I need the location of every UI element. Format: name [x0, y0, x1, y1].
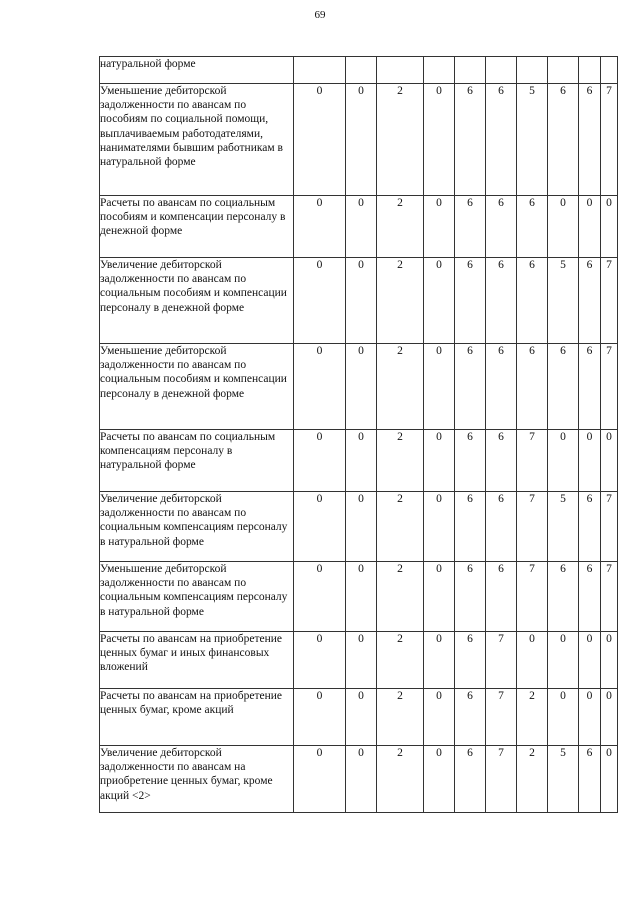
- code-digit: 6: [579, 344, 601, 430]
- row-label: Уменьшение дебиторской задолженности по авансам по пособиям по социальной помощи, выплачиваемым работодателями, нанимателями бывшим работникам в натуральной форме: [100, 84, 294, 196]
- table-row: [100, 562, 618, 632]
- code-digit: 0: [294, 258, 346, 344]
- code-digit: 7: [601, 492, 618, 562]
- code-digit: 0: [346, 689, 377, 746]
- code-digit: 2: [377, 492, 424, 562]
- code-digit: 0: [346, 84, 377, 196]
- code-digit: [455, 57, 486, 84]
- code-digit: 0: [548, 632, 579, 689]
- code-digit: 0: [601, 632, 618, 689]
- code-digit: 0: [346, 196, 377, 258]
- code-digit: 7: [517, 492, 548, 562]
- code-digit: 2: [377, 344, 424, 430]
- code-digit: [548, 57, 579, 84]
- code-digit: 0: [424, 84, 455, 196]
- code-digit: 6: [579, 746, 601, 813]
- code-digit: 0: [424, 430, 455, 492]
- code-digit: 0: [548, 430, 579, 492]
- page-number: 69: [314, 9, 326, 21]
- code-digit: 6: [579, 258, 601, 344]
- code-digit: 6: [486, 492, 517, 562]
- code-digit: 6: [486, 562, 517, 632]
- code-digit: 0: [424, 492, 455, 562]
- code-digit: 0: [294, 746, 346, 813]
- row-label: Увеличение дебиторской задолженности по авансам по социальным компенсациям персоналу в натуральной форме: [100, 492, 294, 562]
- code-digit: 2: [377, 746, 424, 813]
- code-digit: 0: [294, 344, 346, 430]
- table-row: [100, 84, 618, 196]
- code-digit: 6: [486, 258, 517, 344]
- row-label: Увеличение дебиторской задолженности по авансам по социальным пособиям и компенсации персоналу в денежной форме: [100, 258, 294, 344]
- table-row: [100, 632, 618, 689]
- code-digit: 6: [455, 562, 486, 632]
- code-digit: 2: [377, 689, 424, 746]
- code-digit: 2: [377, 562, 424, 632]
- code-digit: 6: [455, 258, 486, 344]
- account-codes-table: [99, 56, 618, 813]
- code-digit: 5: [517, 84, 548, 196]
- code-digit: 6: [548, 562, 579, 632]
- row-label: Уменьшение дебиторской задолженности по авансам по социальным пособиям и компенсации персоналу в денежной форме: [100, 344, 294, 430]
- code-digit: 6: [548, 344, 579, 430]
- code-digit: 6: [455, 689, 486, 746]
- code-digit: 0: [346, 430, 377, 492]
- code-digit: 6: [517, 196, 548, 258]
- code-digit: 0: [601, 196, 618, 258]
- code-digit: 6: [517, 344, 548, 430]
- code-digit: 7: [601, 344, 618, 430]
- row-label: натуральной форме: [100, 57, 294, 84]
- code-digit: 2: [517, 746, 548, 813]
- code-digit: 6: [455, 196, 486, 258]
- code-digit: 0: [601, 689, 618, 746]
- code-digit: 0: [346, 562, 377, 632]
- code-digit: 0: [424, 746, 455, 813]
- code-digit: 2: [377, 196, 424, 258]
- table-row: [100, 492, 618, 562]
- code-digit: 0: [346, 746, 377, 813]
- code-digit: 6: [486, 196, 517, 258]
- code-digit: 0: [424, 344, 455, 430]
- code-digit: 0: [294, 84, 346, 196]
- code-digit: 2: [377, 430, 424, 492]
- code-digit: 6: [579, 492, 601, 562]
- table-row: [100, 57, 618, 84]
- code-digit: 0: [424, 258, 455, 344]
- code-digit: 7: [601, 562, 618, 632]
- row-label: Расчеты по авансам по социальным компенсациям персоналу в натуральной форме: [100, 430, 294, 492]
- code-digit: 0: [424, 689, 455, 746]
- code-digit: 6: [455, 430, 486, 492]
- code-digit: 6: [579, 84, 601, 196]
- code-digit: 6: [486, 430, 517, 492]
- code-digit: 0: [548, 196, 579, 258]
- code-digit: 2: [377, 632, 424, 689]
- code-digit: 7: [601, 84, 618, 196]
- code-digit: 5: [548, 746, 579, 813]
- code-digit: [517, 57, 548, 84]
- code-digit: 7: [486, 632, 517, 689]
- code-digit: 0: [548, 689, 579, 746]
- code-digit: [424, 57, 455, 84]
- code-digit: [579, 57, 601, 84]
- table-row: [100, 746, 618, 813]
- code-digit: [294, 57, 346, 84]
- code-digit: 0: [294, 430, 346, 492]
- code-digit: 0: [346, 258, 377, 344]
- table-row: [100, 344, 618, 430]
- code-digit: 7: [486, 689, 517, 746]
- code-digit: 7: [517, 562, 548, 632]
- code-digit: 0: [294, 562, 346, 632]
- code-digit: [601, 57, 618, 84]
- row-label: Увеличение дебиторской задолженности по авансам на приобретение ценных бумаг, кроме акций <2>: [100, 746, 294, 813]
- code-digit: 6: [455, 492, 486, 562]
- code-digit: 6: [486, 84, 517, 196]
- code-digit: 0: [294, 196, 346, 258]
- code-digit: 0: [601, 746, 618, 813]
- code-digit: 7: [517, 430, 548, 492]
- code-digit: 0: [601, 430, 618, 492]
- code-digit: 6: [548, 84, 579, 196]
- code-digit: 6: [486, 344, 517, 430]
- table-body: [100, 57, 618, 813]
- code-digit: 0: [424, 196, 455, 258]
- table-row: [100, 258, 618, 344]
- code-digit: [486, 57, 517, 84]
- code-digit: 2: [517, 689, 548, 746]
- code-digit: 7: [486, 746, 517, 813]
- code-digit: 2: [377, 84, 424, 196]
- code-digit: 0: [579, 430, 601, 492]
- code-digit: 0: [424, 632, 455, 689]
- row-label: Расчеты по авансам на приобретение ценных бумаг, кроме акций: [100, 689, 294, 746]
- code-digit: [377, 57, 424, 84]
- row-label: Расчеты по авансам по социальным пособиям и компенсации персоналу в денежной форме: [100, 196, 294, 258]
- code-digit: 0: [294, 632, 346, 689]
- code-digit: 0: [579, 689, 601, 746]
- code-digit: 6: [517, 258, 548, 344]
- code-digit: 5: [548, 258, 579, 344]
- code-digit: 0: [424, 562, 455, 632]
- code-digit: 0: [346, 632, 377, 689]
- row-label: Расчеты по авансам на приобретение ценных бумаг и иных финансовых вложений: [100, 632, 294, 689]
- code-digit: 6: [455, 344, 486, 430]
- row-label: Уменьшение дебиторской задолженности по авансам по социальным компенсациям персоналу в натуральной форме: [100, 562, 294, 632]
- code-digit: 0: [346, 344, 377, 430]
- code-digit: 0: [579, 632, 601, 689]
- code-digit: 0: [579, 196, 601, 258]
- code-digit: 6: [455, 746, 486, 813]
- code-digit: 6: [579, 562, 601, 632]
- table-row: [100, 430, 618, 492]
- code-digit: 0: [346, 492, 377, 562]
- code-digit: 0: [517, 632, 548, 689]
- code-digit: 6: [455, 632, 486, 689]
- code-digit: 5: [548, 492, 579, 562]
- table-row: [100, 196, 618, 258]
- code-digit: [346, 57, 377, 84]
- code-digit: 6: [455, 84, 486, 196]
- code-digit: 7: [601, 258, 618, 344]
- code-digit: 2: [377, 258, 424, 344]
- code-digit: 0: [294, 689, 346, 746]
- code-digit: 0: [294, 492, 346, 562]
- table-row: [100, 689, 618, 746]
